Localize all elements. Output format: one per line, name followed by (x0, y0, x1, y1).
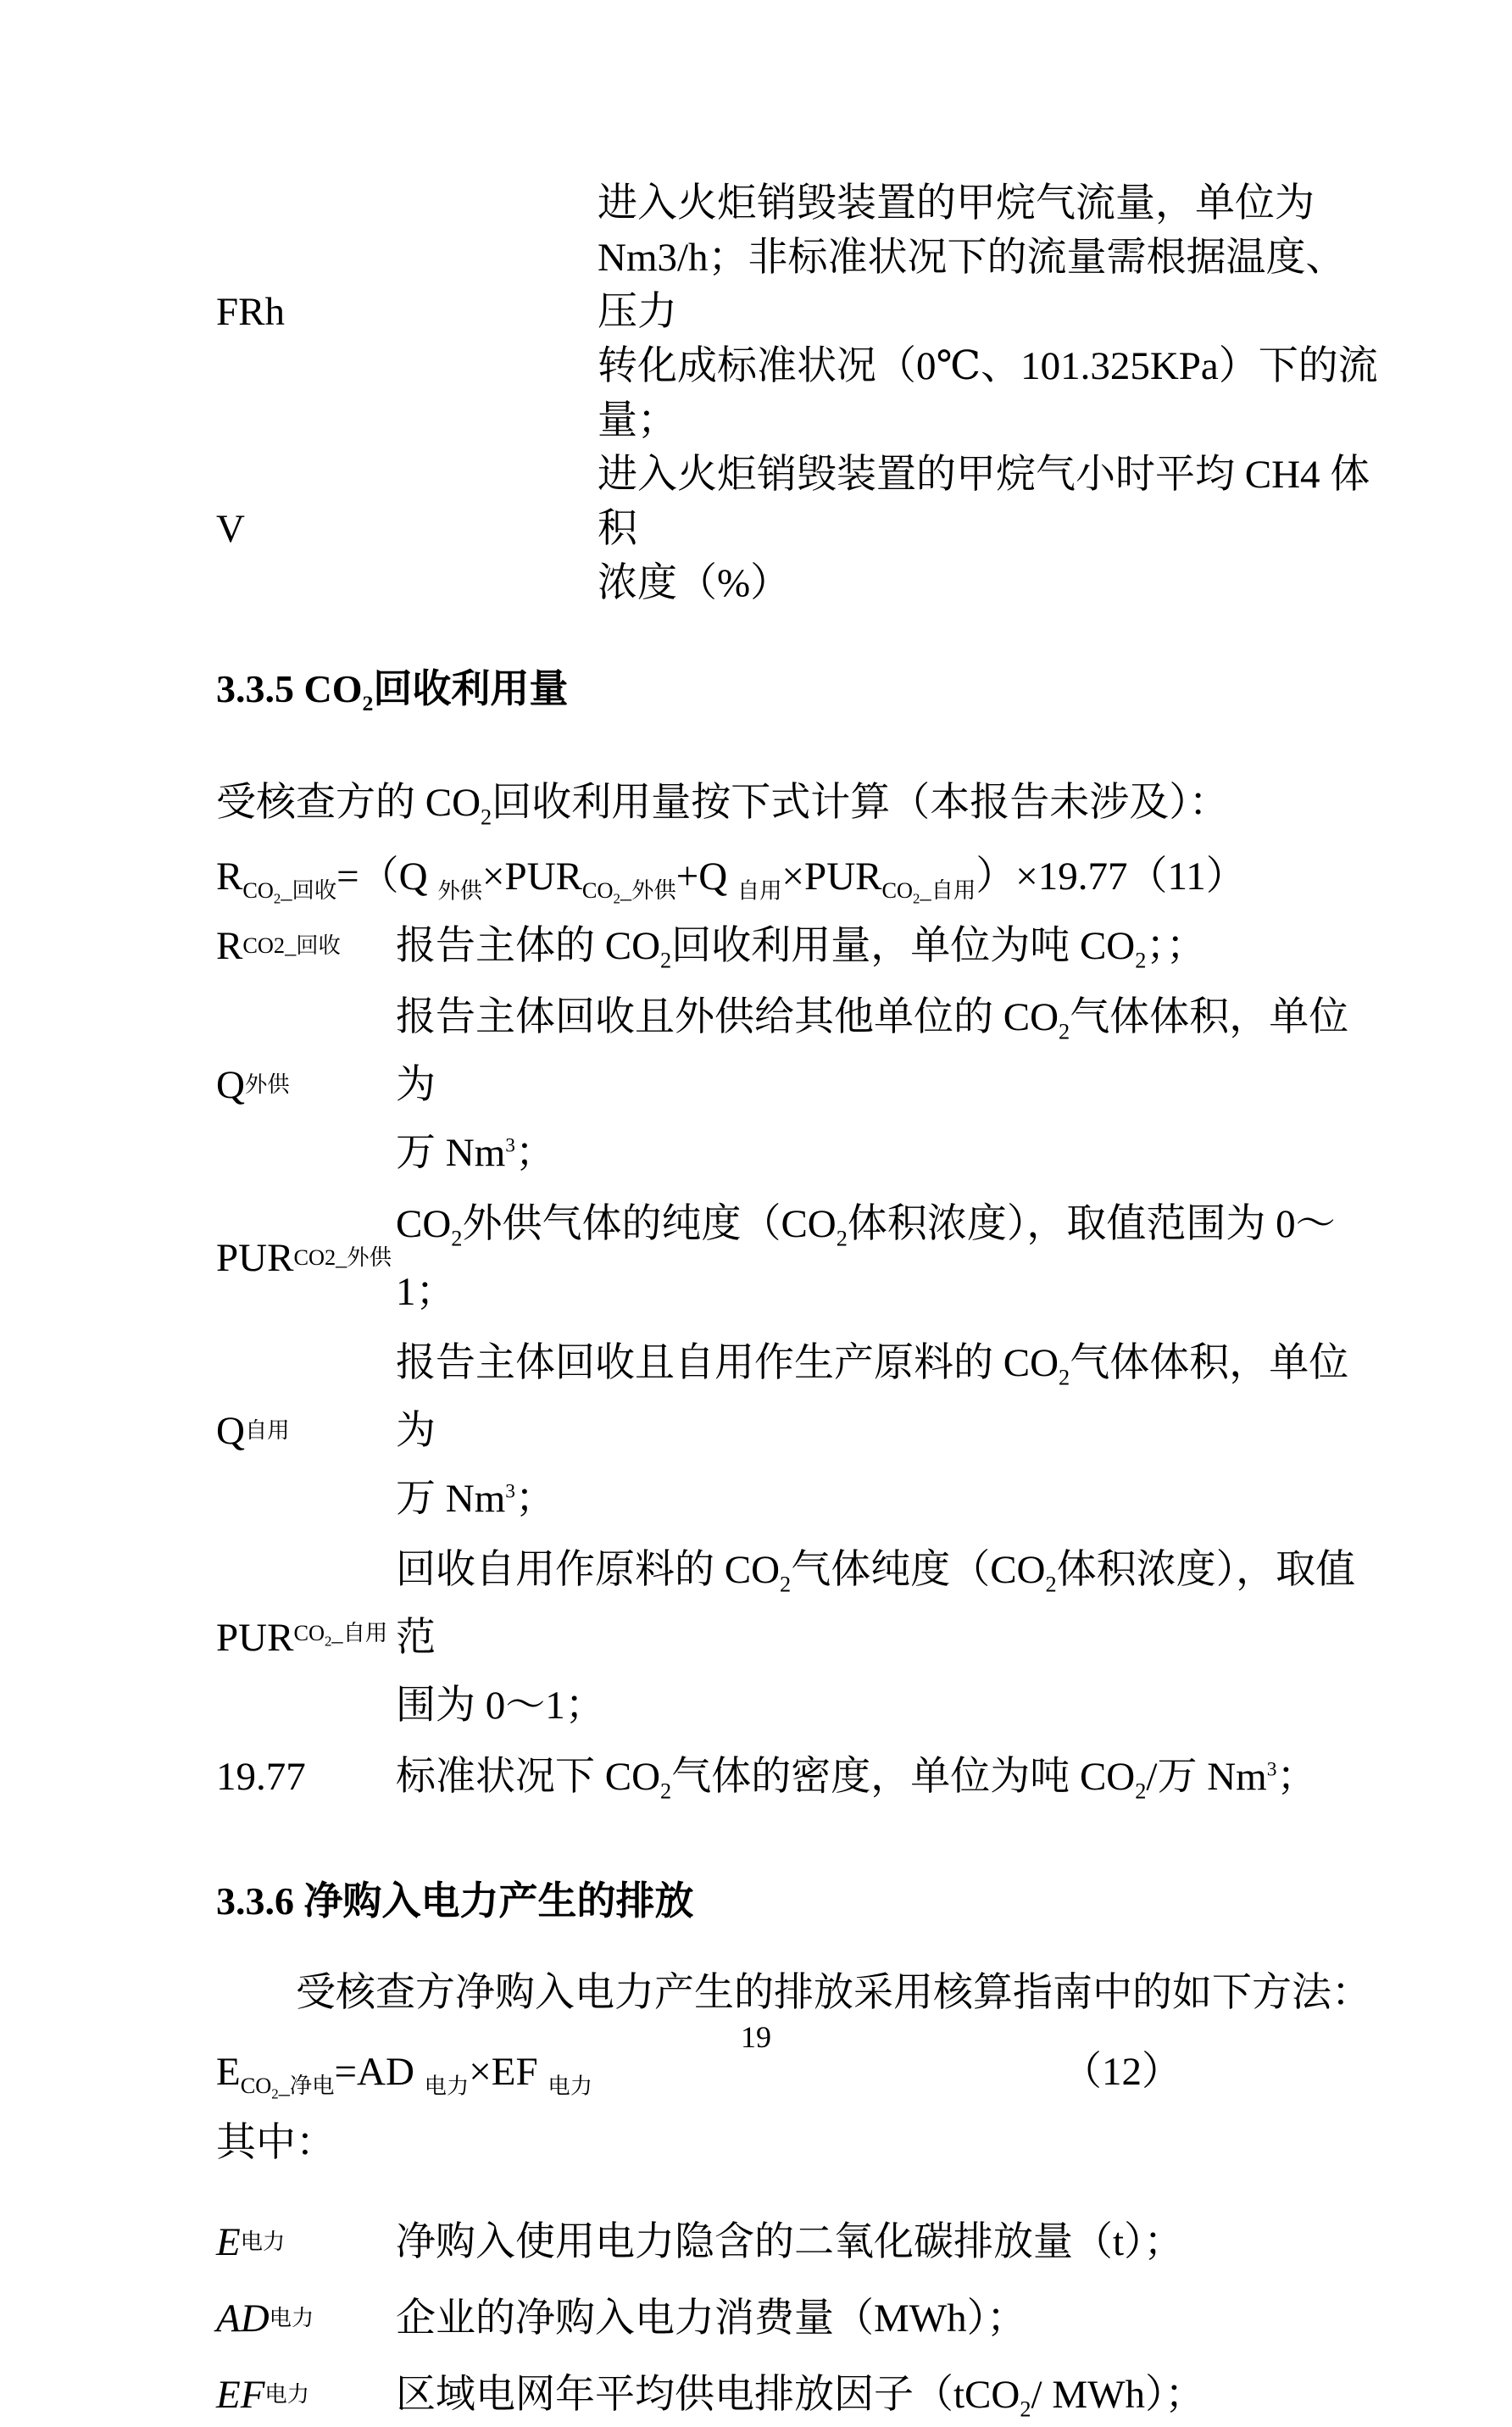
definition-row-r-co2-recovery (216, 912, 1381, 980)
definition-description: 企业的净购入电力消费量（MWh）； (396, 2296, 1027, 2341)
param-symbol-frh: FRh (216, 290, 285, 334)
section-3-3-5-intro: 受核查方的 $CO_2$回收利用量按下式计算（本报告未涉及）： (216, 781, 1229, 830)
definition-description: 报告主体回收且外供给其他单位的 $CO_2$气体体积，单位为 万 Nm$^3$； (396, 995, 1349, 1175)
section-3-3-6-intro: 受核查方净购入电力产生的排放采用核算指南中的如下方法： (296, 1971, 1371, 2015)
formula-11: $R_{CO_2\_回收}=(Q$ $_{外供}\times PUR_{CO_2\_外供}+Q$ $_{自用}\times PUR_{CO_2\_自用})\times 19.77(11)$ (216, 854, 1246, 907)
definition-term: AD 电力 (216, 2296, 314, 2341)
definition-term: Q 外供 (216, 1063, 290, 1107)
definition-row-ad-dianli (216, 2286, 1381, 2351)
definition-term: PUR CO2_外供 (216, 1236, 392, 1280)
param-description-v: 进入火炬销毁装置的甲烷气小时平均 CH4 体积 浓度（%） (598, 453, 1370, 605)
definition-row-e-dianli (216, 2210, 1381, 2274)
table-row-frh (216, 176, 1381, 448)
definition-row-pur-co2-ziyong (216, 1536, 1381, 1740)
definition-term: EF 电力 (216, 2373, 310, 2417)
definition-description: 标准状况下 $CO_2$气体的密度，单位为吨 $CO_2/$万 Nm$^3$； (396, 1755, 1317, 1804)
where-label: 其中： (216, 2121, 336, 2165)
definition-list-3-3-6 (216, 2210, 1381, 2427)
definition-term: R CO2_回收 (216, 924, 341, 968)
definition-row-19-77 (216, 1743, 1381, 1811)
definition-term: PUR $CO_2\_$自用 (216, 1616, 388, 1660)
section-heading-3-3-6: 3.3.6 净购入电力产生的排放 (216, 1879, 694, 1923)
equation-number-12: （12） (1062, 2050, 1181, 2094)
definition-description: 报告主体的 $CO_2$回收利用量，单位为吨 $CO_2$；； (396, 924, 1206, 973)
definition-description: 回收自用作原料的 $CO_2$气体纯度（$CO_2$体积浓度），取值范 围为 0～1； (396, 1548, 1356, 1728)
definition-description: $CO_2$外供气体的纯度（$CO_2$体积浓度），取值范围为 0～1； (396, 1202, 1336, 1314)
page-number: 19 (741, 2020, 771, 2054)
parameter-table (216, 176, 1381, 610)
definition-row-pur-co2-waigong (216, 1190, 1381, 1326)
definition-row-ef-dianli (216, 2363, 1381, 2427)
formula-12-expression: $E_{CO_2\_净电}=AD$ $_{电力}$×EF $_{电力}$ (216, 2050, 593, 2102)
table-row-v (216, 448, 1381, 610)
param-description-frh: 进入火炬销毁装置的甲烷气流量，单位为 Nm3/h；非标准状况下的流量需根据温度、压力 转化成标准状况（0℃、101.325KPa）下的流量； (598, 181, 1378, 443)
definition-description: 报告主体回收且自用作生产原料的 $CO_2$气体体积，单位为 万 Nm$^3$； (396, 1341, 1349, 1521)
definition-term: Q 自用 (216, 1409, 290, 1453)
definition-term: E 电力 (216, 2220, 286, 2264)
definition-list-3-3-5 (216, 912, 1381, 1811)
definition-row-q-waigong (216, 983, 1381, 1187)
param-symbol-v: V (216, 507, 245, 551)
definition-description: 净购入使用电力隐含的二氧化碳排放量（t）； (396, 2220, 1184, 2264)
definition-row-q-ziyong (216, 1329, 1381, 1533)
definition-term: 19.77 (216, 1755, 306, 1799)
definition-description: 区域电网年平均供电排放因子（tCO$_2$/ MWh）； (396, 2373, 1205, 2422)
section-heading-3-3-5: 3.3.5 $CO_2$回收利用量 (216, 667, 569, 716)
